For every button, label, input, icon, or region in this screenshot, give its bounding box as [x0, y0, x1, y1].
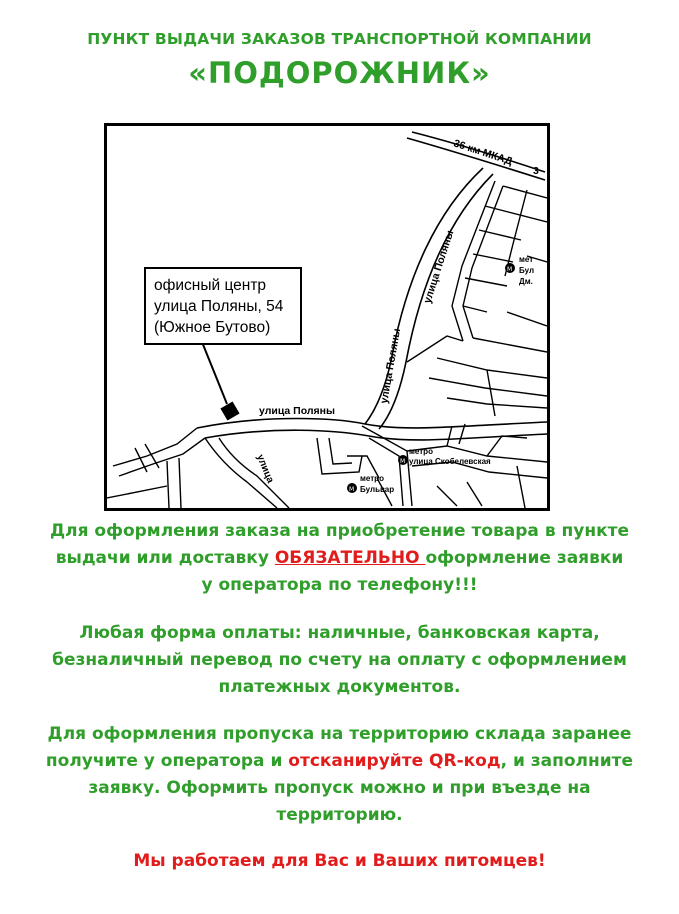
svg-text:М: М [507, 266, 513, 273]
text-line: Любая форма оплаты: наличные, банковская карта, [79, 623, 600, 643]
metro2-line2: Бульвар [360, 485, 395, 494]
street-label-horizontal: улица Поляны [259, 405, 335, 417]
footer-slogan: Мы работаем для Вас и Ваших питомцев! [133, 851, 546, 871]
bottom-roads [317, 424, 547, 508]
svg-text:М: М [400, 458, 406, 465]
text-segment: выдачи или доставку [55, 548, 275, 568]
text-segment: получите у оператора и [45, 751, 289, 771]
metro1-line2-a: улица Скобелевская [409, 457, 491, 466]
location-map [104, 123, 550, 511]
text-line: у оператора по телефону!!! [201, 575, 478, 595]
mkad-label: 36 км МКАД [452, 137, 514, 168]
metro-icon [505, 263, 515, 273]
svg-text:М: М [349, 486, 355, 493]
street-label-upper: улица Поляны [421, 228, 457, 305]
metro3-line3: Дм. [519, 277, 533, 286]
mkad-cut-label: 3 [533, 165, 539, 177]
company-name: «ПОДОРОЖНИК» [188, 56, 491, 90]
metro1-line1: метро [409, 447, 433, 456]
office-callout [144, 267, 302, 345]
callout-pointer [202, 342, 227, 404]
text-line: территорию. [276, 805, 403, 825]
text-line: заявку. Оформить пропуск можно и при въезде на [88, 778, 591, 798]
street-label-cut: улица [254, 453, 276, 485]
mandatory-emphasis: ОБЯЗАТЕЛЬНО [274, 548, 426, 568]
header-subtitle: ПУНКТ ВЫДАЧИ ЗАКАЗОВ ТРАНСПОРТНОЙ КОМПАНИИ [87, 30, 592, 48]
text-line: Для оформления заказа на приобретение товара в пункте [49, 521, 629, 541]
text-segment: оформление заявки [425, 548, 624, 568]
office-marker [220, 401, 239, 420]
street-label-lower: улица Поляны [378, 327, 404, 405]
text-line: безналичный перевод по счету на оплату с оформлением [52, 650, 627, 670]
order-instructions [0, 518, 679, 599]
metro3-line1: мет [519, 255, 534, 264]
pass-instructions [0, 721, 679, 829]
horizontal-road [197, 419, 547, 440]
text-segment: , и заполните [500, 751, 634, 771]
qr-code-emphasis: отсканируйте QR-код [288, 751, 501, 771]
callout-line: улица Поляны, 54 [154, 298, 284, 315]
callout-line: (Южное Бутово) [154, 319, 271, 336]
text-line: платежных документов. [218, 677, 461, 697]
metro3-line2: Бул [519, 266, 535, 275]
text-line [0, 545, 679, 572]
payment-info [0, 620, 679, 701]
text-line [0, 748, 679, 775]
callout-line: офисный центр [154, 277, 267, 294]
text-line: Для оформления пропуска на территорию склада заранее [47, 724, 632, 744]
metro-icon [398, 455, 408, 465]
metro-icon [347, 483, 357, 493]
metro2-line1: метро [360, 474, 384, 483]
